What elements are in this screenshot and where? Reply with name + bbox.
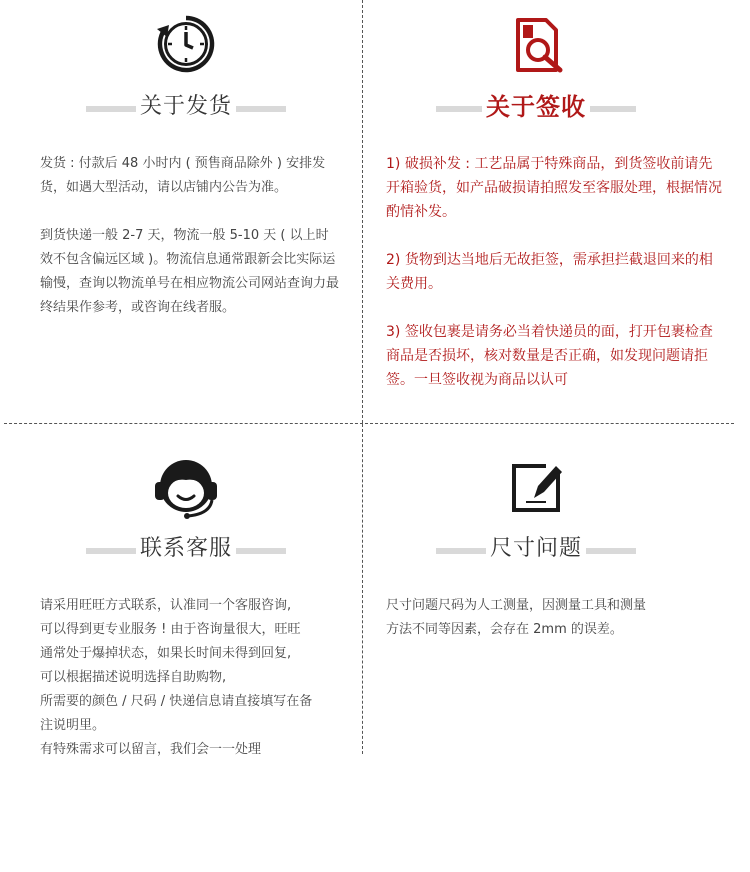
service-title: 联系客服 xyxy=(136,534,236,564)
shipping-paragraph-2: 到货快递一般 2-7 天，物流一般 5-10 天 ( 以上时效不包含偏远区域 )。物流信息通常跟新会比实际运输慢，查询以物流单号在相应物流公司网站查询力最终结果作参考，或咨询在线者服。 xyxy=(40,228,340,315)
service-line-2: 可以得到更专业服务 ! 由于咨询量很大，旺旺 xyxy=(40,622,301,637)
horizontal-divider xyxy=(4,423,734,424)
service-line-3: 通常处于爆掉状态，如果长时间未得到回复, xyxy=(40,646,292,661)
vertical-divider-top xyxy=(362,0,363,423)
size-title: 尺寸问题 xyxy=(486,534,586,564)
size-heading xyxy=(436,534,636,564)
document-search-icon xyxy=(506,14,570,78)
service-line-5: 所需要的颜色 / 尺码 / 快递信息请直接填写在备 xyxy=(40,694,313,709)
receipt-heading xyxy=(436,92,636,122)
shipping-text xyxy=(40,152,340,320)
receipt-paragraph-2: 2) 货物到达当地后无故拒签，需承担拦截退回来的相关费用。 xyxy=(386,252,713,292)
service-text xyxy=(40,594,350,762)
size-line-2: 方法不同等因素，会存在 2mm 的误差。 xyxy=(386,622,623,637)
receipt-paragraph-1: 1) 破损补发 : 工艺品属于特殊商品，到货签收前请先开箱验货，如产品破损请拍照发至客服处理，根据情况酌情补发。 xyxy=(386,156,722,220)
clock-icon xyxy=(154,12,218,76)
receipt-text xyxy=(386,152,726,392)
service-line-1: 请采用旺旺方式联系，认准同一个客服咨询, xyxy=(40,598,292,613)
shipping-paragraph-1: 发货 : 付款后 48 小时内 ( 预售商品除外 ) 安排发货，如遇大型活动，请以店铺内公告为准。 xyxy=(40,156,326,195)
shipping-heading xyxy=(86,92,286,122)
size-line-1: 尺寸问题尺码为人工测量，因测量工具和测量 xyxy=(386,598,647,613)
vertical-divider-bottom xyxy=(362,424,363,754)
edit-icon xyxy=(506,456,570,520)
headset-icon xyxy=(154,456,218,520)
service-line-4: 可以根据描述说明选择自助购物, xyxy=(40,670,227,685)
shipping-title: 关于发货 xyxy=(136,92,236,122)
service-heading xyxy=(86,534,286,564)
receipt-title: 关于签收 xyxy=(482,92,590,122)
service-line-6: 注说明里。 xyxy=(40,718,106,733)
receipt-paragraph-3: 3) 签收包裹是请务必当着快递员的面，打开包裹检查商品是否损坏，核对数量是否正确，如发现问题请拒签。一旦签收视为商品以认可 xyxy=(386,324,713,388)
service-line-7: 有特殊需求可以留言，我们会一一处理 xyxy=(40,742,262,757)
size-text xyxy=(386,594,726,642)
